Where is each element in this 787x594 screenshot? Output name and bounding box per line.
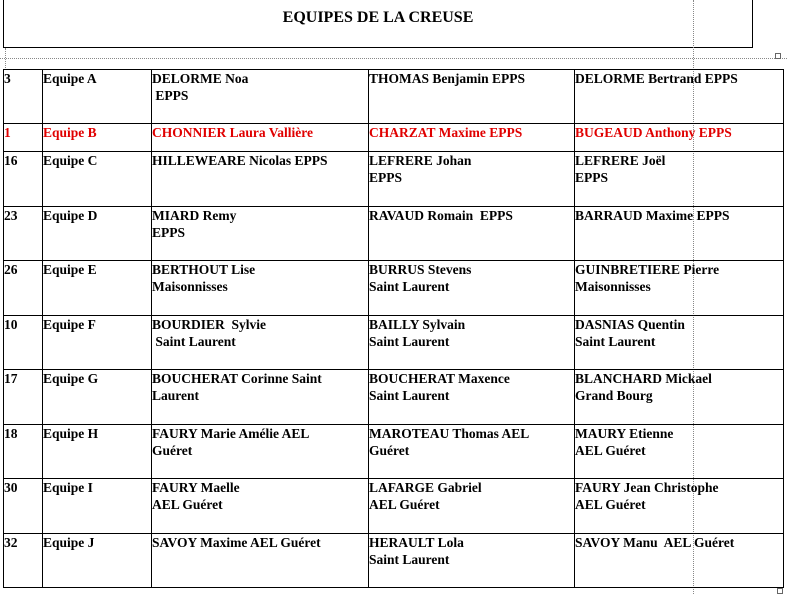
player-3: DASNIAS Quentin Saint Laurent (575, 316, 685, 349)
player-3-cell (575, 261, 784, 315)
team-number: 26 (4, 262, 18, 278)
player-3-cell (575, 424, 784, 478)
team-number: 10 (4, 316, 18, 332)
team-name: Equipe E (43, 262, 97, 278)
player-1: FAURY Maelle AEL Guéret (152, 480, 240, 513)
player-1-cell (152, 124, 369, 152)
team-number-cell (4, 261, 43, 315)
player-1: BERTHOUT Lise Maisonnisses (152, 262, 256, 295)
player-3-cell (575, 370, 784, 424)
team-name-cell (43, 124, 152, 152)
player-2-cell (369, 315, 575, 369)
team-number-cell (4, 315, 43, 369)
player-3: BLANCHARD Mickael Grand Bourg (575, 371, 712, 404)
teams-table (3, 69, 784, 588)
table-row (4, 533, 784, 588)
team-name-cell (43, 206, 152, 260)
team-name: Equipe B (43, 125, 97, 141)
player-2: HERAULT Lola Saint Laurent (369, 534, 464, 567)
team-number-cell (4, 152, 43, 206)
player-3-cell (575, 70, 784, 124)
team-name-cell (43, 479, 152, 533)
player-3: GUINBRETIERE Pierre Maisonnisses (575, 262, 720, 295)
team-number: 32 (4, 534, 18, 550)
table-row (4, 206, 784, 260)
player-2: MAROTEAU Thomas AEL Guéret (369, 425, 530, 458)
player-1: FAURY Marie Amélie AEL Guéret (152, 425, 310, 458)
player-2-cell (369, 261, 575, 315)
player-2: CHARZAT Maxime EPPS (369, 125, 523, 141)
team-number: 23 (4, 207, 18, 223)
player-1: CHONNIER Laura Vallière (152, 125, 314, 141)
table-row (4, 424, 784, 478)
player-2-cell (369, 70, 575, 124)
team-number: 3 (4, 71, 11, 86)
team-number: 16 (4, 153, 18, 169)
player-1-cell (152, 370, 369, 424)
team-name-cell (43, 370, 152, 424)
player-3: SAVOY Manu AEL Guéret (575, 534, 735, 550)
player-3: BUGEAUD Anthony EPPS (575, 125, 732, 141)
player-3: BARRAUD Maxime EPPS (575, 207, 730, 223)
player-1-cell (152, 70, 369, 124)
player-3-cell (575, 533, 784, 588)
team-number: 1 (4, 125, 11, 141)
player-1-cell (152, 261, 369, 315)
team-name-cell (43, 152, 152, 206)
player-1-cell (152, 424, 369, 478)
table-row (4, 479, 784, 533)
team-name-cell (43, 70, 152, 124)
title-box (3, 0, 753, 48)
team-number-cell (4, 424, 43, 478)
player-3-cell (575, 479, 784, 533)
table-row (4, 124, 784, 152)
team-name-cell (43, 261, 152, 315)
table-row (4, 152, 784, 206)
team-name-cell (43, 315, 152, 369)
player-1: DELORME Noa EPPS (152, 71, 249, 103)
player-2-cell (369, 424, 575, 478)
player-3-cell (575, 124, 784, 152)
team-number-cell (4, 124, 43, 152)
team-number: 18 (4, 425, 18, 441)
team-number-cell (4, 479, 43, 533)
team-name-cell (43, 424, 152, 478)
team-name: Equipe G (43, 371, 99, 387)
player-2-cell (369, 206, 575, 260)
resize-handle-icon[interactable] (777, 588, 783, 594)
player-1-cell (152, 479, 369, 533)
team-number: 17 (4, 371, 18, 387)
team-number-cell (4, 533, 43, 588)
table-row (4, 370, 784, 424)
team-name: Equipe J (43, 534, 95, 550)
player-2-cell (369, 370, 575, 424)
player-3: LEFRERE Joël EPPS (575, 153, 666, 186)
player-1-cell (152, 533, 369, 588)
team-name: Equipe D (43, 207, 98, 223)
team-number-cell (4, 206, 43, 260)
table-row (4, 315, 784, 369)
player-2: THOMAS Benjamin EPPS (369, 71, 526, 86)
table-handle-icon[interactable] (775, 53, 781, 59)
player-2: BOUCHERAT Maxence Saint Laurent (369, 371, 510, 404)
player-3-cell (575, 152, 784, 206)
teams-table-body (4, 70, 784, 588)
player-2: LEFRERE Johan EPPS (369, 153, 472, 186)
player-2-cell (369, 479, 575, 533)
player-3: FAURY Jean Christophe AEL Guéret (575, 480, 719, 513)
player-3-cell (575, 315, 784, 369)
player-2-cell (369, 533, 575, 588)
team-number: 30 (4, 480, 18, 496)
player-1: BOURDIER Sylvie Saint Laurent (152, 316, 267, 349)
page-title: EQUIPES DE LA CREUSE (282, 9, 474, 26)
player-2: LAFARGE Gabriel AEL Guéret (369, 480, 482, 513)
team-name: Equipe C (43, 153, 98, 169)
player-1: BOUCHERAT Corinne Saint Laurent (152, 371, 322, 404)
player-1-cell (152, 152, 369, 206)
team-name: Equipe I (43, 480, 93, 496)
player-2: BAILLY Sylvain Saint Laurent (369, 316, 466, 349)
margin-guide-top (0, 58, 787, 59)
player-1: MIARD Remy EPPS (152, 207, 237, 240)
player-2: BURRUS Stevens Saint Laurent (369, 262, 472, 295)
team-number-cell (4, 70, 43, 124)
team-number-cell (4, 370, 43, 424)
player-3: MAURY Etienne AEL Guéret (575, 425, 674, 458)
team-name: Equipe A (43, 71, 97, 86)
player-3-cell (575, 206, 784, 260)
player-1-cell (152, 315, 369, 369)
player-1-cell (152, 206, 369, 260)
table-row (4, 70, 784, 124)
player-2-cell (369, 124, 575, 152)
player-2: RAVAUD Romain EPPS (369, 207, 513, 223)
team-name: Equipe F (43, 316, 96, 332)
player-1: SAVOY Maxime AEL Guéret (152, 534, 321, 550)
team-name-cell (43, 533, 152, 588)
player-1: HILLEWEARE Nicolas EPPS (152, 153, 328, 169)
player-2-cell (369, 152, 575, 206)
table-row (4, 261, 784, 315)
player-3: DELORME Bertrand EPPS (575, 71, 738, 86)
team-name: Equipe H (43, 425, 99, 441)
